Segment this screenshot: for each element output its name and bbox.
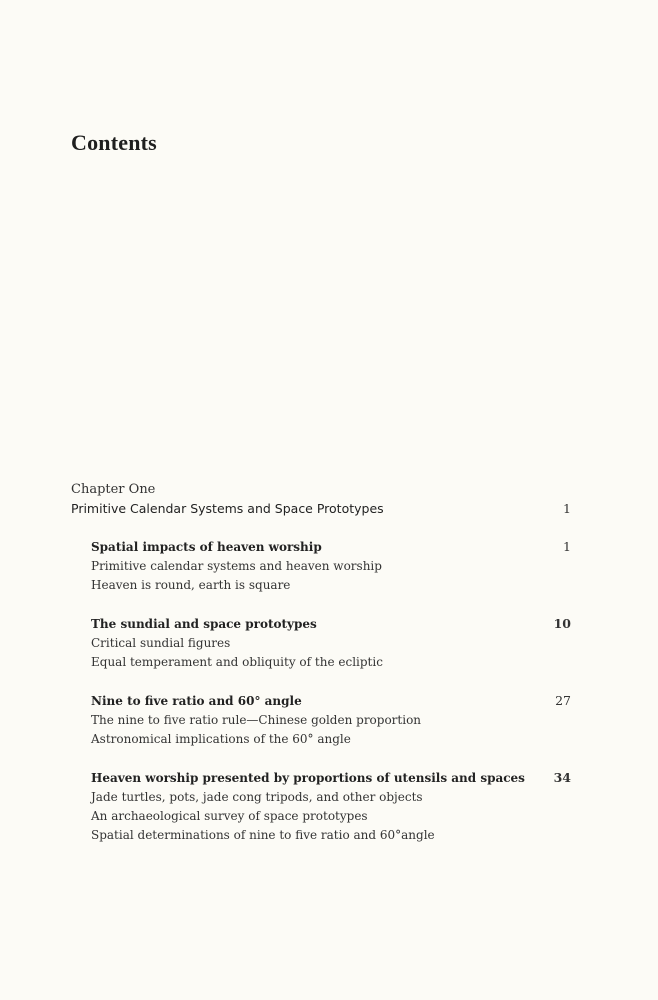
- toc-section: [91, 691, 571, 749]
- section-page-number: 10: [553, 616, 571, 631]
- toc-subitem: Jade turtles, pots, jade cong tripods, and other objects: [91, 790, 423, 804]
- section-title: Spatial impacts of heaven worship: [91, 540, 322, 554]
- table-of-contents: [71, 480, 571, 845]
- toc-subitem: Critical sundial figures: [91, 636, 231, 650]
- page-title: Contents: [71, 130, 157, 155]
- chapter-label: Chapter One: [71, 482, 156, 497]
- toc-subitem: Spatial determinations of nine to five ratio and 60°angle: [91, 828, 435, 842]
- chapter-title: Primitive Calendar Systems and Space Prototypes: [71, 501, 384, 516]
- section-title: Nine to five ratio and 60° angle: [91, 694, 302, 708]
- toc-subitem: Astronomical implications of the 60° angle: [91, 732, 351, 746]
- toc-section: [91, 614, 571, 672]
- section-page-number: 1: [563, 539, 571, 554]
- section-row[interactable]: [91, 768, 571, 788]
- section-page-number: 27: [555, 693, 571, 708]
- toc-subitem: The nine to five ratio rule—Chinese golden proportion: [91, 713, 422, 727]
- section-row[interactable]: [91, 537, 571, 557]
- toc-section: [91, 768, 571, 845]
- toc-subitem: Primitive calendar systems and heaven worship: [91, 559, 382, 573]
- section-page-number: 34: [553, 770, 571, 785]
- chapter-heading: [71, 480, 571, 518]
- toc-subitem: Equal temperament and obliquity of the ecliptic: [91, 655, 383, 669]
- section-title: The sundial and space prototypes: [91, 617, 317, 631]
- toc-subitem: Heaven is round, earth is square: [91, 578, 291, 592]
- section-row[interactable]: [91, 614, 571, 634]
- section-row[interactable]: [91, 691, 571, 711]
- chapter-row[interactable]: [71, 499, 571, 518]
- toc-section: [91, 537, 571, 595]
- toc-subitem: An archaeological survey of space prototypes: [91, 809, 368, 823]
- chapter-page-number: 1: [563, 501, 571, 516]
- section-title: Heaven worship presented by proportions of utensils and spaces: [91, 771, 525, 785]
